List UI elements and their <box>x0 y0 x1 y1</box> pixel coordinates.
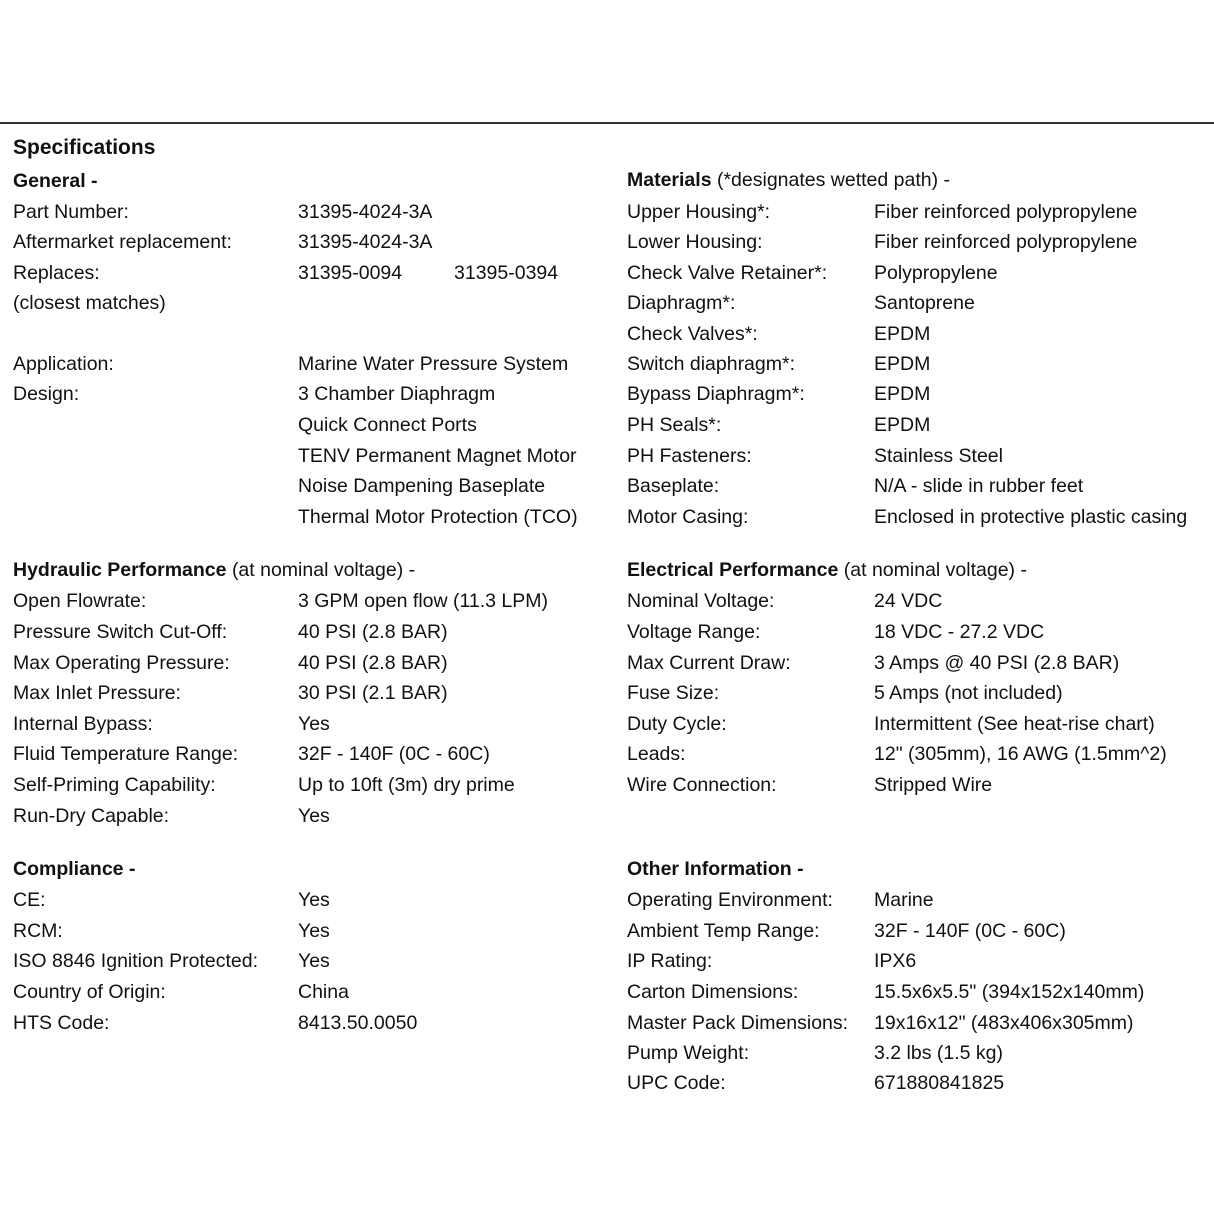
other-label: IP Rating: <box>627 950 713 972</box>
replaces-value-1: 31395-0094 <box>298 262 403 284</box>
page-title: Specifications <box>13 136 156 159</box>
electrical-heading-title: Electrical Performance <box>627 559 839 581</box>
materials-label: Diaphragm*: <box>627 292 736 314</box>
application-label: Application: <box>13 353 114 375</box>
hydraulic-label: Max Operating Pressure: <box>13 652 230 674</box>
materials-value: EPDM <box>874 414 931 436</box>
materials-label: Baseplate: <box>627 475 720 497</box>
materials-value: EPDM <box>874 323 931 345</box>
materials-value: N/A - slide in rubber feet <box>874 475 1084 497</box>
hydraulic-value: 40 PSI (2.8 BAR) <box>298 652 448 674</box>
electrical-label: Nominal Voltage: <box>627 590 775 612</box>
materials-label: Check Valve Retainer*: <box>627 262 828 284</box>
materials-value: EPDM <box>874 353 931 375</box>
application-value: Marine Water Pressure System <box>298 353 569 375</box>
materials-label: Bypass Diaphragm*: <box>627 383 805 405</box>
compliance-value: Yes <box>298 920 330 942</box>
compliance-value: Yes <box>298 889 330 911</box>
electrical-value: 12" (305mm), 16 AWG (1.5mm^2) <box>874 743 1167 765</box>
materials-value: Stainless Steel <box>874 445 1003 467</box>
general-heading: General - <box>13 170 98 192</box>
top-divider <box>0 122 1214 124</box>
electrical-label: Duty Cycle: <box>627 713 727 735</box>
hydraulic-value: 30 PSI (2.1 BAR) <box>298 682 448 704</box>
electrical-value: 18 VDC - 27.2 VDC <box>874 621 1045 643</box>
compliance-heading: Compliance - <box>13 858 136 880</box>
materials-value: EPDM <box>874 383 931 405</box>
hydraulic-value: 3 GPM open flow (11.3 LPM) <box>298 590 548 612</box>
hydraulic-value: 32F - 140F (0C - 60C) <box>298 743 490 765</box>
electrical-label: Fuse Size: <box>627 682 720 704</box>
materials-value: Fiber reinforced polypropylene <box>874 201 1138 223</box>
hydraulic-value: Yes <box>298 713 330 735</box>
other-label: Operating Environment: <box>627 889 833 911</box>
electrical-value: Intermittent (See heat-rise chart) <box>874 713 1155 735</box>
other-value: IPX6 <box>874 950 917 972</box>
hydraulic-value: Yes <box>298 805 330 827</box>
design-value: Noise Dampening Baseplate <box>298 475 546 497</box>
materials-value: Polypropylene <box>874 262 998 284</box>
electrical-label: Leads: <box>627 743 686 765</box>
aftermarket-value: 31395-4024-3A <box>298 231 433 253</box>
part-number-label: Part Number: <box>13 201 129 223</box>
replaces-note: (closest matches) <box>13 292 166 314</box>
materials-label: Lower Housing: <box>627 231 763 253</box>
design-label: Design: <box>13 383 80 405</box>
compliance-label: HTS Code: <box>13 1012 110 1034</box>
electrical-heading <box>627 558 1027 582</box>
materials-label: Upper Housing*: <box>627 201 771 223</box>
other-label: Pump Weight: <box>627 1042 750 1064</box>
replaces-value-2: 31395-0394 <box>454 262 559 284</box>
compliance-value: China <box>298 981 349 1003</box>
replaces-label: Replaces: <box>13 262 100 284</box>
other-label: Carton Dimensions: <box>627 981 799 1003</box>
electrical-value: Stripped Wire <box>874 774 993 796</box>
compliance-label: CE: <box>13 889 46 911</box>
compliance-label: Country of Origin: <box>13 981 166 1003</box>
hydraulic-label: Pressure Switch Cut-Off: <box>13 621 228 643</box>
materials-label: PH Seals*: <box>627 414 722 436</box>
materials-value: Fiber reinforced polypropylene <box>874 231 1138 253</box>
other-heading: Other Information - <box>627 858 804 880</box>
electrical-value: 5 Amps (not included) <box>874 682 1063 704</box>
hydraulic-label: Internal Bypass: <box>13 713 153 735</box>
materials-label: Check Valves*: <box>627 323 758 345</box>
design-value: 3 Chamber Diaphragm <box>298 383 496 405</box>
hydraulic-value: 40 PSI (2.8 BAR) <box>298 621 448 643</box>
other-value: 3.2 lbs (1.5 kg) <box>874 1042 1003 1064</box>
compliance-value: Yes <box>298 950 330 972</box>
other-label: UPC Code: <box>627 1072 726 1094</box>
design-value: Thermal Motor Protection (TCO) <box>298 506 578 528</box>
other-label: Ambient Temp Range: <box>627 920 820 942</box>
compliance-value: 8413.50.0050 <box>298 1012 418 1034</box>
materials-value: Enclosed in protective plastic casing <box>874 506 1188 528</box>
other-value: 671880841825 <box>874 1072 1005 1094</box>
hydraulic-label: Max Inlet Pressure: <box>13 682 181 704</box>
electrical-label: Max Current Draw: <box>627 652 791 674</box>
hydraulic-heading <box>13 558 415 582</box>
compliance-label: ISO 8846 Ignition Protected: <box>13 950 258 972</box>
design-value: Quick Connect Ports <box>298 414 477 436</box>
hydraulic-heading-title: Hydraulic Performance <box>13 559 227 581</box>
electrical-label: Wire Connection: <box>627 774 777 796</box>
electrical-value: 3 Amps @ 40 PSI (2.8 BAR) <box>874 652 1120 674</box>
other-value: Marine <box>874 889 934 911</box>
aftermarket-label: Aftermarket replacement: <box>13 231 232 253</box>
materials-label: Motor Casing: <box>627 506 749 528</box>
other-label: Master Pack Dimensions: <box>627 1012 849 1034</box>
part-number-value: 31395-4024-3A <box>298 201 433 223</box>
materials-label: PH Fasteners: <box>627 445 752 467</box>
electrical-label: Voltage Range: <box>627 621 761 643</box>
materials-heading-note: (*designates wetted path) - <box>716 169 951 191</box>
compliance-label: RCM: <box>13 920 63 942</box>
materials-value: Santoprene <box>874 292 975 314</box>
design-value: TENV Permanent Magnet Motor <box>298 445 577 467</box>
hydraulic-label: Fluid Temperature Range: <box>13 743 239 765</box>
electrical-value: 24 VDC <box>874 590 943 612</box>
hydraulic-label: Self-Priming Capability: <box>13 774 216 796</box>
hydraulic-heading-note: (at nominal voltage) - <box>231 559 416 581</box>
hydraulic-label: Open Flowrate: <box>13 590 147 612</box>
other-value: 19x16x12" (483x406x305mm) <box>874 1012 1134 1034</box>
electrical-heading-note: (at nominal voltage) - <box>843 559 1027 581</box>
materials-heading <box>627 168 950 192</box>
other-value: 15.5x6x5.5" (394x152x140mm) <box>874 981 1145 1003</box>
hydraulic-label: Run-Dry Capable: <box>13 805 170 827</box>
hydraulic-value: Up to 10ft (3m) dry prime <box>298 774 515 796</box>
other-value: 32F - 140F (0C - 60C) <box>874 920 1066 942</box>
materials-heading-title: Materials <box>627 169 712 191</box>
materials-label: Switch diaphragm*: <box>627 353 795 375</box>
